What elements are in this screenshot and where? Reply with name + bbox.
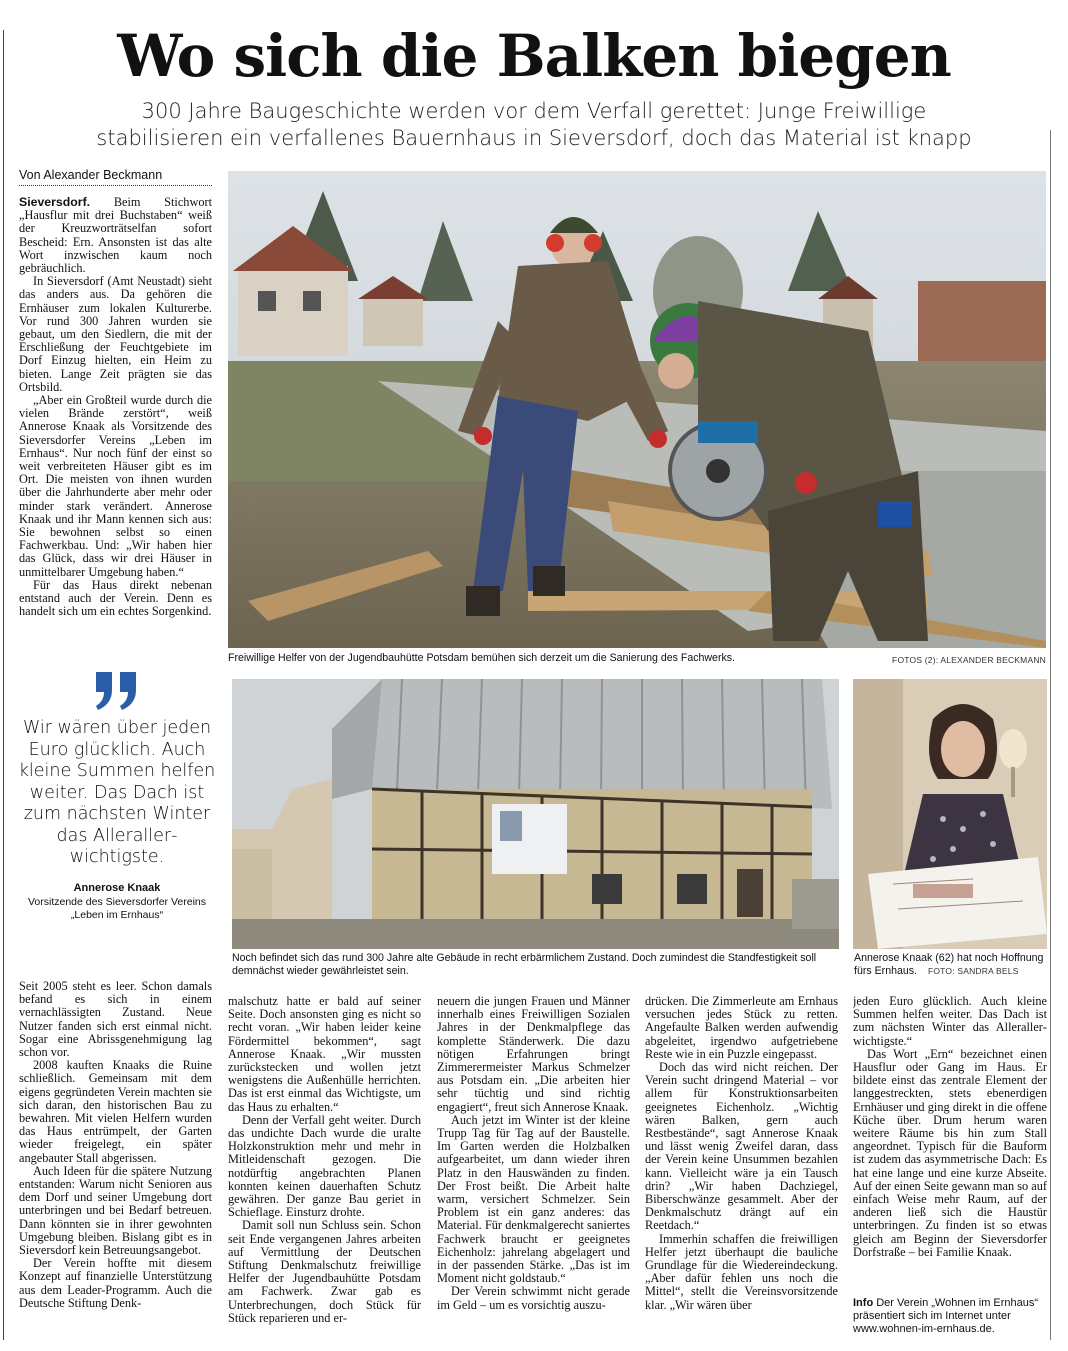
body-paragraph: Das Wort „Ern“ bezeichnet einen Hausflur oder Gang im Haus. Er bildete einst das zentrale Element der langgestreckten, stets ebenerdigen Ernhäuser und ging direkt in die offene Küche über. Drum herum waren weitere Räume bis hin zum Stall angeordnet. Typisch für die Bauform ist zudem das asymmetrische Dach: Es hat eine lange und eine kurze Abseite. Auf der einen Seite gewann man so auf einfach Weise mehr Raum, auf der anderen ließ sich die Haustür unterbringen. Zu finden ist so etwas gleich am Beginn der Sieversdorfer Dorfstraße – bei Familie Knaak. (853, 1046, 1047, 1259)
body-column-4 (645, 995, 838, 1340)
intro-column (19, 196, 212, 640)
body-paragraph: Der Verein schwimmt nicht gerade im Geld – um es vorsichtig auszu- (437, 1284, 630, 1312)
photo-volunteers-sawing (228, 171, 1046, 648)
body-paragraph: neuern die jungen Frauen und Männer innerhalb eines Freiwilligen Sozialen Jahres in der Denkmalpflege das komplette Ständerwerk. Die dazu nötigen Erfahrungen bringt Zimmerermeister Markus Schmelzer aus Potsdam ein. „Die arbeiten hier sehr tüchtig und sind richtig engagiert“, freut sich Annerose Knaak. (437, 995, 630, 1114)
body-paragraph: Damit soll nun Schluss sein. Schon seit Ende vergangenen Jahres arbeiten auf Vermittlung der Deutschen Stiftung Denkmalschutz freiwillige Helfer der Jugendbauhütte Potsdam am Fachwerk. Zwar gab es Unterbrechungen, doch Stück für Stück reparieren und er- (228, 1218, 421, 1325)
subheadline-line-2: stabilisieren ein verfallenes Bauernhaus in Sieversdorf, doch das Material ist knapp (96, 126, 972, 150)
dateline: Sieversdorf. (19, 196, 91, 209)
caption-house-photo: Noch befindet sich das rund 300 Jahre alte Gebäude in recht erbärmlichem Zustand. Doch zumindest die Standfestigkeit soll demnächst wieder gewährleistet sein. (232, 952, 817, 977)
credit-portrait: FOTO: SANDRA BELS (927, 965, 1019, 976)
caption-portrait-text: Annerose Knaak (62) hat noch Hoffnung fürs Ernhaus. (854, 952, 1044, 977)
pull-quote-text: Wir wären über jeden Euro glücklich. Auch kleine Summen helfen weiter. Das Dach ist zum nächsten Winter das Allerallerwichtigste. (18, 718, 216, 867)
pull-quote-name: Annerose Knaak (73, 882, 161, 894)
body-column-1 (19, 980, 212, 1340)
body-paragraph: Auch jetzt im Winter ist der kleine Trupp Tag für Tag auf der Baustelle. Im Garten werden die Holzbalken aufgearbeitet, um dann wieder ihren Platz in den Hauswänden zu finden. Der Frost beißt. Die Arbeit halte warm, versichert Schmelzer. Sein Problem ist ein ganz anderes: das Material. Für denkmalgerecht saniertes Fachwerk braucht er geeignetes Eichenholz: jahrelang abgelagert und in der passenden Stärke. „Das ist im Moment nicht goldstaub.“ (437, 1112, 630, 1286)
body-paragraph: Immerhin schaffen die freiwilligen Helfer jetzt überhaupt die bauliche Grundlage für die Wiedereindeckung. „Aber dafür fehlen uns noch die Mittel“, stellt die Vereinsvorsitzende klar. „Wir wären über (645, 1231, 838, 1312)
headline: Wo sich die Balken biegen (117, 22, 951, 90)
caption-portrait (854, 952, 1048, 977)
body-paragraph: Auch Ideen für die spätere Nutzung entstanden: Warum nicht Senioren aus dem Dorf und seiner Umgebung dort unterbringen und bei Bedarf betreuen. Dann könnten sie in ihrer gewohnten Umgebung bleiben. Bislang gibt es in Sieversdorf kein Betreuungsangebot. (19, 1163, 212, 1258)
subheadline-line-1: 300 Jahre Baugeschichte werden vor dem Verfall gerettet: Junge Freiwillige (141, 99, 927, 123)
credit-main-photo: FOTOS (2): ALEXANDER BECKMANN (892, 655, 1046, 665)
photo-ernhaus (232, 679, 839, 949)
right-edge-rule (1050, 130, 1051, 1340)
info-text: Der Verein „Wohnen im Ernhaus“ präsentiert sich im Internet unter www.wohnen-im-ernhaus.de. (853, 1297, 1039, 1335)
body-column-2 (228, 995, 421, 1340)
info-box (853, 1297, 1047, 1341)
body-paragraph: 2008 kauften Knaaks die Ruine schließlich. Gemeinsam mit dem eigens gegründeten Verein machten sie sich daran, den historischen Bau zu bewahren. Mit vielen Helfern wurden das Haus entrümpelt, der Garten wieder freigelegt, ein später angebauter Stall abgerissen. (19, 1058, 212, 1165)
intro-paragraph-2: In Sieversdorf (Amt Neustadt) sieht das anders aus. Da gehören die Ernhäuser zum lokalen Kulturerbe. Vor rund 300 Jahren wurden sie gebaut, um den Siedlern, die mit der Erschließung der Feuchtgebiete im Dorf Einzug hielten, ein Heim zu bieten. Lange Zeit prägten sie das Ortsbild. (19, 274, 212, 394)
body-paragraph: jeden Euro glücklich. Auch kleine Summen helfen weiter. Das Dach ist zum nächsten Winter das Allerallerwichtigste.“ (853, 995, 1047, 1048)
left-column-rule (3, 30, 4, 1340)
body-paragraph: malschutz hatte er bald auf seiner Seite. Doch ansonsten ging es nicht so recht voran. „Wir haben leider keine Fördermittel bekommen“, sagt Annerose Knaak. „Wir mussten zurückstecken und wollen jetzt wenigstens die Außenhülle herrichten. Das ist erst einmal das Wichtigste, um das Haus zu erhalten.“ (228, 995, 421, 1114)
quote-mark-icon (92, 668, 142, 712)
intro-paragraph-4: Für das Haus direkt nebenan entstand auch der Verein. Denn es handelt sich um ein echtes Sorgenkind. (19, 577, 212, 619)
body-paragraph: Doch das wird nicht reichen. Der Verein sucht dringend Material – vor allem für Konstruktionsarbeiten geeignetes Eichenholz. „Wichtig wären Balken, gern auch Restbestände“, sagt Annerose Knaak und lässt wenig Zweifel daran, dass der Verein keine Unsummen bezahlen kann. Vielleicht wäre ja ein Tausch drin? „Wir haben Dachziegel, Biberschwänze gesammelt. Aber der Denkmalschutz drängt auf ein Reetdach.“ (645, 1060, 838, 1233)
body-column-5 (853, 995, 1047, 1295)
intro-paragraph-1: Sieversdorf. Beim Stichwort „Hausflur mit drei Buchstaben“ weiß der Kreuzworträtselfan sofort Bescheid: Ern. Ansonsten ist das alte Wort inzwischen kaum noch gebräuchlich. (19, 196, 212, 276)
body-column-3 (437, 995, 630, 1340)
subheadline (60, 98, 1008, 152)
body-paragraph: Seit 2005 steht es leer. Schon damals befand es sich in einem vernachlässigten Zustand. Neue Nutzer fanden sich erst einmal nicht. Sogar eine Abrissgenehmigung lag schon vor. (19, 980, 212, 1060)
info-label: Info (853, 1297, 874, 1309)
intro-paragraph-3: „Aber ein Großteil wurde durch die vielen Brände zerstört“, weiß Annerose Knaak als Vorsitzende des Sieversdorfer Vereins „Leben im Ernhaus“. Nur noch fünf der einst so weit verbreiteten Häuser gibt es im Ort. Die meisten von ihnen wurden über die Jahrhunderte aber mehr oder minder stark verändert. Annerose Knaak und ihr Mann kennen sich aus: Sie bewohnen selbst so einen Fachwerkbau. Und: „Wir haben hier das Glück, dass wir drei Häuser in unmittelbarer Umgebung haben.“ (19, 393, 212, 579)
body-paragraph: Der Verein hoffte mit diesem Konzept auf finanzielle Unterstützung aus dem Leader-Programm. Auch die Deutsche Stiftung Denk- (19, 1256, 212, 1310)
body-paragraph: Denn der Verfall geht weiter. Durch das undichte Dach wurde die uralte Holzkonstruktion mehr und mehr in Mitleidenschaft gezogen. Die notdürftig angebrachten Planen konnten keinen dauerhaften Schutz gewähren. Der ganze Bau geriet in Schieflage. Einsturz drohte. (228, 1112, 421, 1220)
body-paragraph: drücken. Die Zimmerleute am Ernhaus versuchen jedes Stück zu retten. Angefaulte Balken werden aufwendig abgeleitet, irgendwo aufgetriebene Reste wie in ein Puzzle eingepasst. (645, 995, 838, 1061)
photo-annerose-knaak (853, 679, 1047, 949)
caption-main-photo: Freiwillige Helfer von der Jugendbauhütte Potsdam bemühen sich derzeit um die Sanierung des Fachwerks. (228, 652, 736, 664)
pull-quote-role: Vorsitzende des Sieversdorfer Vereins „Leben im Ernhaus“ (27, 896, 206, 921)
byline: Von Alexander Beckmann (19, 168, 212, 186)
